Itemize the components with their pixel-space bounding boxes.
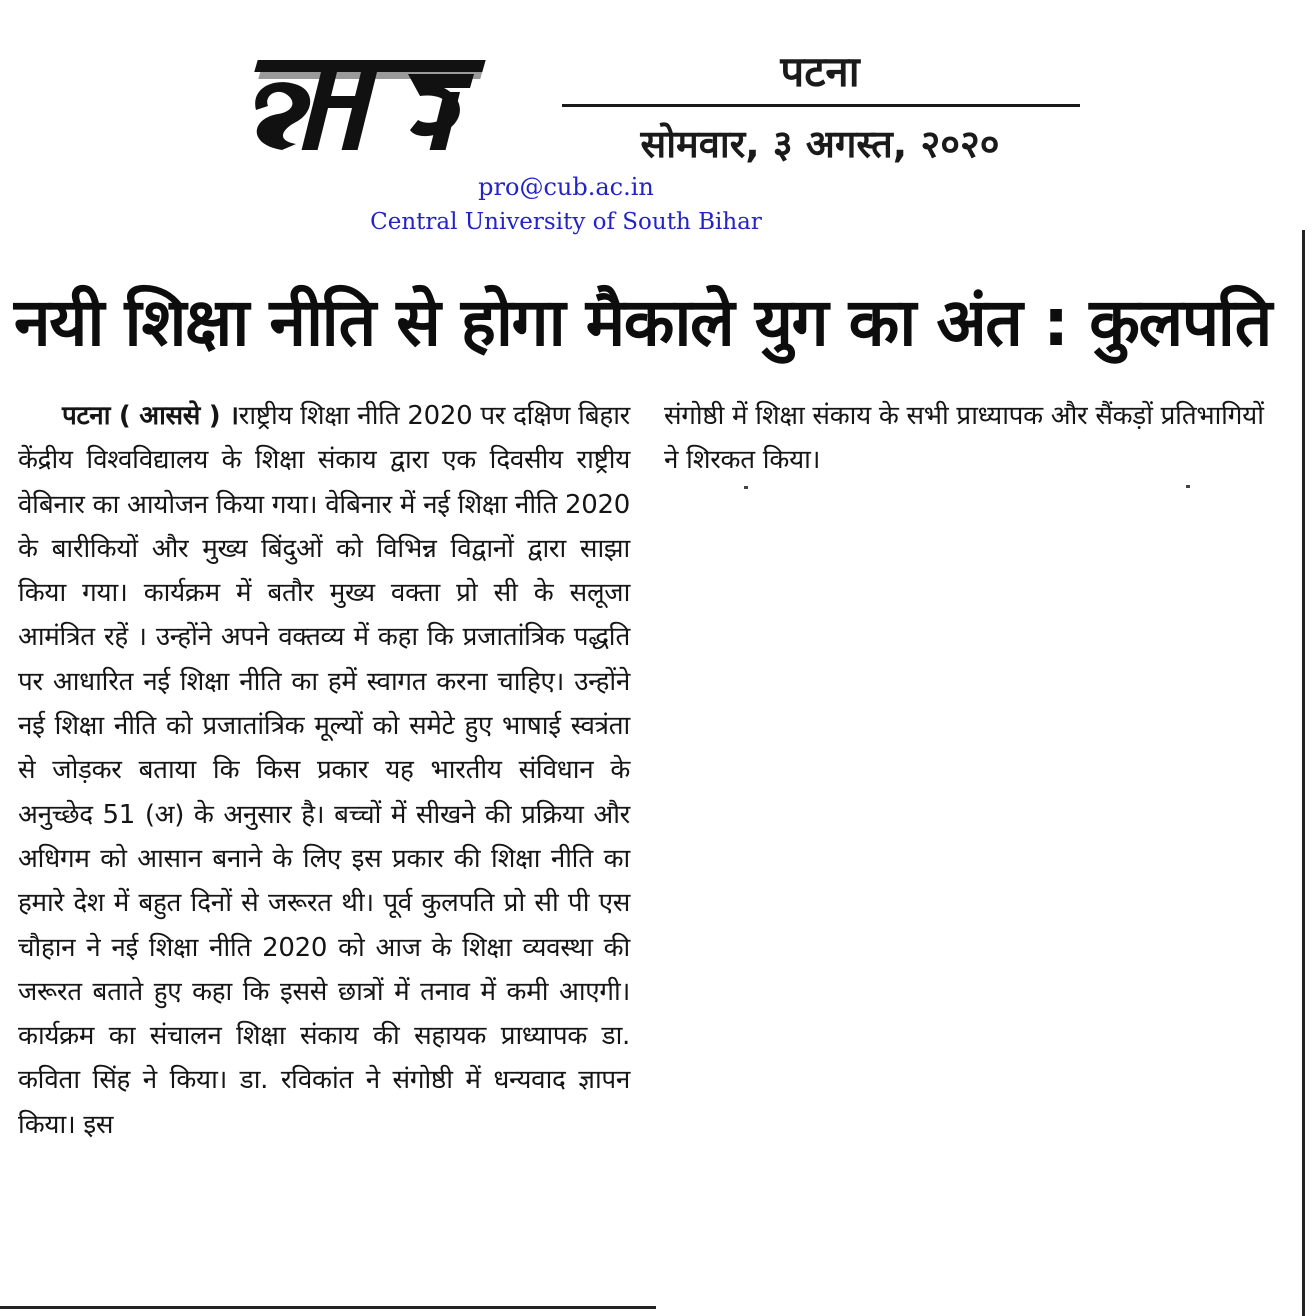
contact-email: pro@cub.ac.in (478, 173, 654, 201)
article-body-left: राष्ट्रीय शिक्षा नीति 2020 पर दक्षिण बिहार केंद्रीय विश्वविद्यालय के शिक्षा संकाय द्वारा एक दिवसीय राष्ट्रीय वेबिनार का आयोजन किया गया। वेबिनार में नई शिक्षा नीति 2020 के बारीकियों और मुख्य बिंदुओं को विभिन्न विद्वानों द्वारा साझा किया गया। कार्यक्रम में बतौर मुख्य वक्ता प्रो सी के सलूजा आमंत्रित रहें । उन्होंने अपने वक्तव्य में कहा कि प्रजातांत्रिक पद्धति पर आधारित नई शिक्षा नीति का हमें स्वागत करना चाहिए। उन्होंने नई शिक्षा नीति को प्रजातांत्रिक मूल्यों को समेटे हुए भाषाई स्वत्रंता से जोड़कर बताया कि किस प्रकार यह भारतीय संविधान के अनुच्छेद 51 (अ) के अनुसार है। बच्चों में सीखने की प्रक्रिया और अधिगम को आसान बनाने के लिए इस प्रकार की शिक्षा नीति का हमारे देश में बहुत दिनों से जरूरत थी। पूर्व कुलपति प्रो सी पी एस चौहान ने नई शिक्षा नीति 2020 को आज के शिक्षा व्यवस्था की जरूरत बताते हुए कहा कि इससे छात्रों में तनाव में कमी आएगी। कार्यक्रम का संचालन शिक्षा संकाय की सहायक प्राध्यापक डा. कविता सिंह ने किया। डा. रविकांत ने संगोष्ठी में धन्यवाद ज्ञापन किया। इस (18, 401, 630, 1140)
print-speck (1186, 485, 1190, 488)
newspaper-logo (238, 52, 500, 152)
article-column-right (664, 394, 1282, 483)
print-speck (744, 486, 748, 489)
column-bottom-rule (0, 1306, 656, 1309)
edition-date: सोमवार, ३ अगस्त, २०२० (640, 122, 1000, 166)
institution-name: Central University of South Bihar (370, 209, 762, 235)
masthead-divider (562, 104, 1080, 107)
article-column-left (18, 394, 630, 1147)
page-edge-rule (1302, 230, 1305, 1316)
edition-city: पटना (780, 47, 860, 96)
article-headline: नयी शिक्षा नीति से होगा मैकाले युग का अंत : कुलपति (14, 284, 1271, 361)
article-body-right: संगोष्ठी में शिक्षा संकाय के सभी प्राध्यापक और सैंकड़ों प्रतिभागियों ने शिरकत किया। (664, 401, 1264, 476)
article-dateline: पटना ( आससे ) । (62, 401, 239, 431)
